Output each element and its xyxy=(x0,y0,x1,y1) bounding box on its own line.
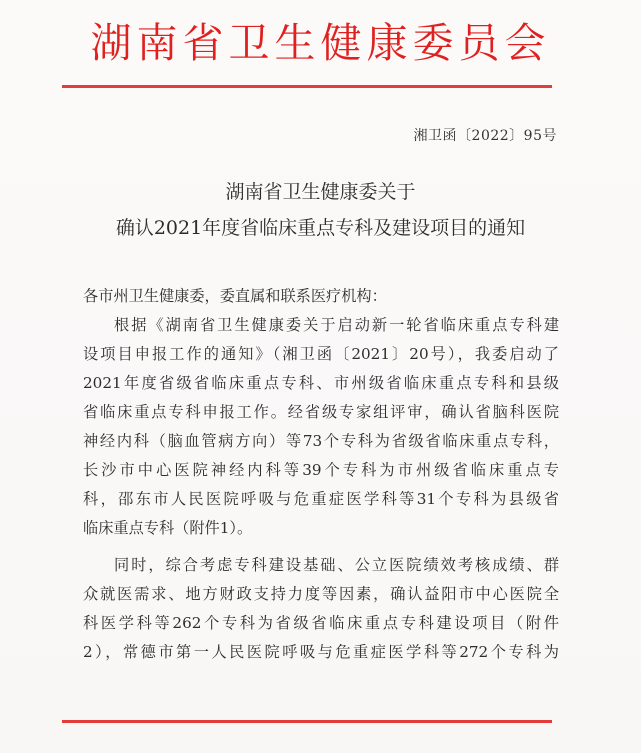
paragraph-2-line: 2），常德市第一人民医院呼吸与危重症医学科等272个专科为 xyxy=(83,643,559,661)
document-body xyxy=(83,282,559,667)
paragraph-1-line: 长沙市中心医院神经内科等39个专科为市州级省临床重点专 xyxy=(83,461,559,479)
footer-red-rule xyxy=(62,720,552,723)
paragraph-1-line: 省临床重点专科申报工作。经省级专家组评审，确认省脑科医院 xyxy=(83,403,559,421)
paragraph-gap xyxy=(83,543,559,551)
paragraph-1-line: 临床重点专科（附件1）。 xyxy=(83,519,253,537)
paragraph-2-line: 同时，综合考虑专科建设基础、公立医院绩效考核成绩、群 xyxy=(114,556,559,574)
salutation: 各市州卫生健康委，委直属和联系医疗机构： xyxy=(83,287,387,305)
paragraph-2-line: 众就医需求、地方财政支持力度等因素，确认益阳市中心医院全 xyxy=(83,585,559,603)
paragraph-2-line: 科医学科等262个专科为省级省临床重点专科建设项目（附件 xyxy=(83,614,559,632)
document-title-line-2: 确认2021年度省临床重点专科及建设项目的通知 xyxy=(115,217,526,239)
document-title-line-1: 湖南省卫生健康委关于 xyxy=(225,181,416,203)
paragraph-1-line: 设项目申报工作的通知》（湘卫函〔2021〕20号），我委启动了 xyxy=(83,345,559,363)
masthead-title: 湖南省卫生健康委员会 xyxy=(90,19,551,67)
document-number: 湘卫函〔2022〕95号 xyxy=(413,128,557,144)
masthead-red-rule xyxy=(62,85,552,88)
paragraph-1-line: 根据《湖南省卫生健康委关于启动新一轮省临床重点专科建 xyxy=(114,316,559,334)
paragraph-1-line: 2021年度省级省临床重点专科、市州级省临床重点专科和县级 xyxy=(83,374,559,392)
paragraph-1-line: 神经内科（脑血管病方向）等73个专科为省级省临床重点专科， xyxy=(83,432,559,450)
paragraph-1-line: 科，邵东市人民医院呼吸与危重症医学科等31个专科为县级省 xyxy=(83,490,559,508)
